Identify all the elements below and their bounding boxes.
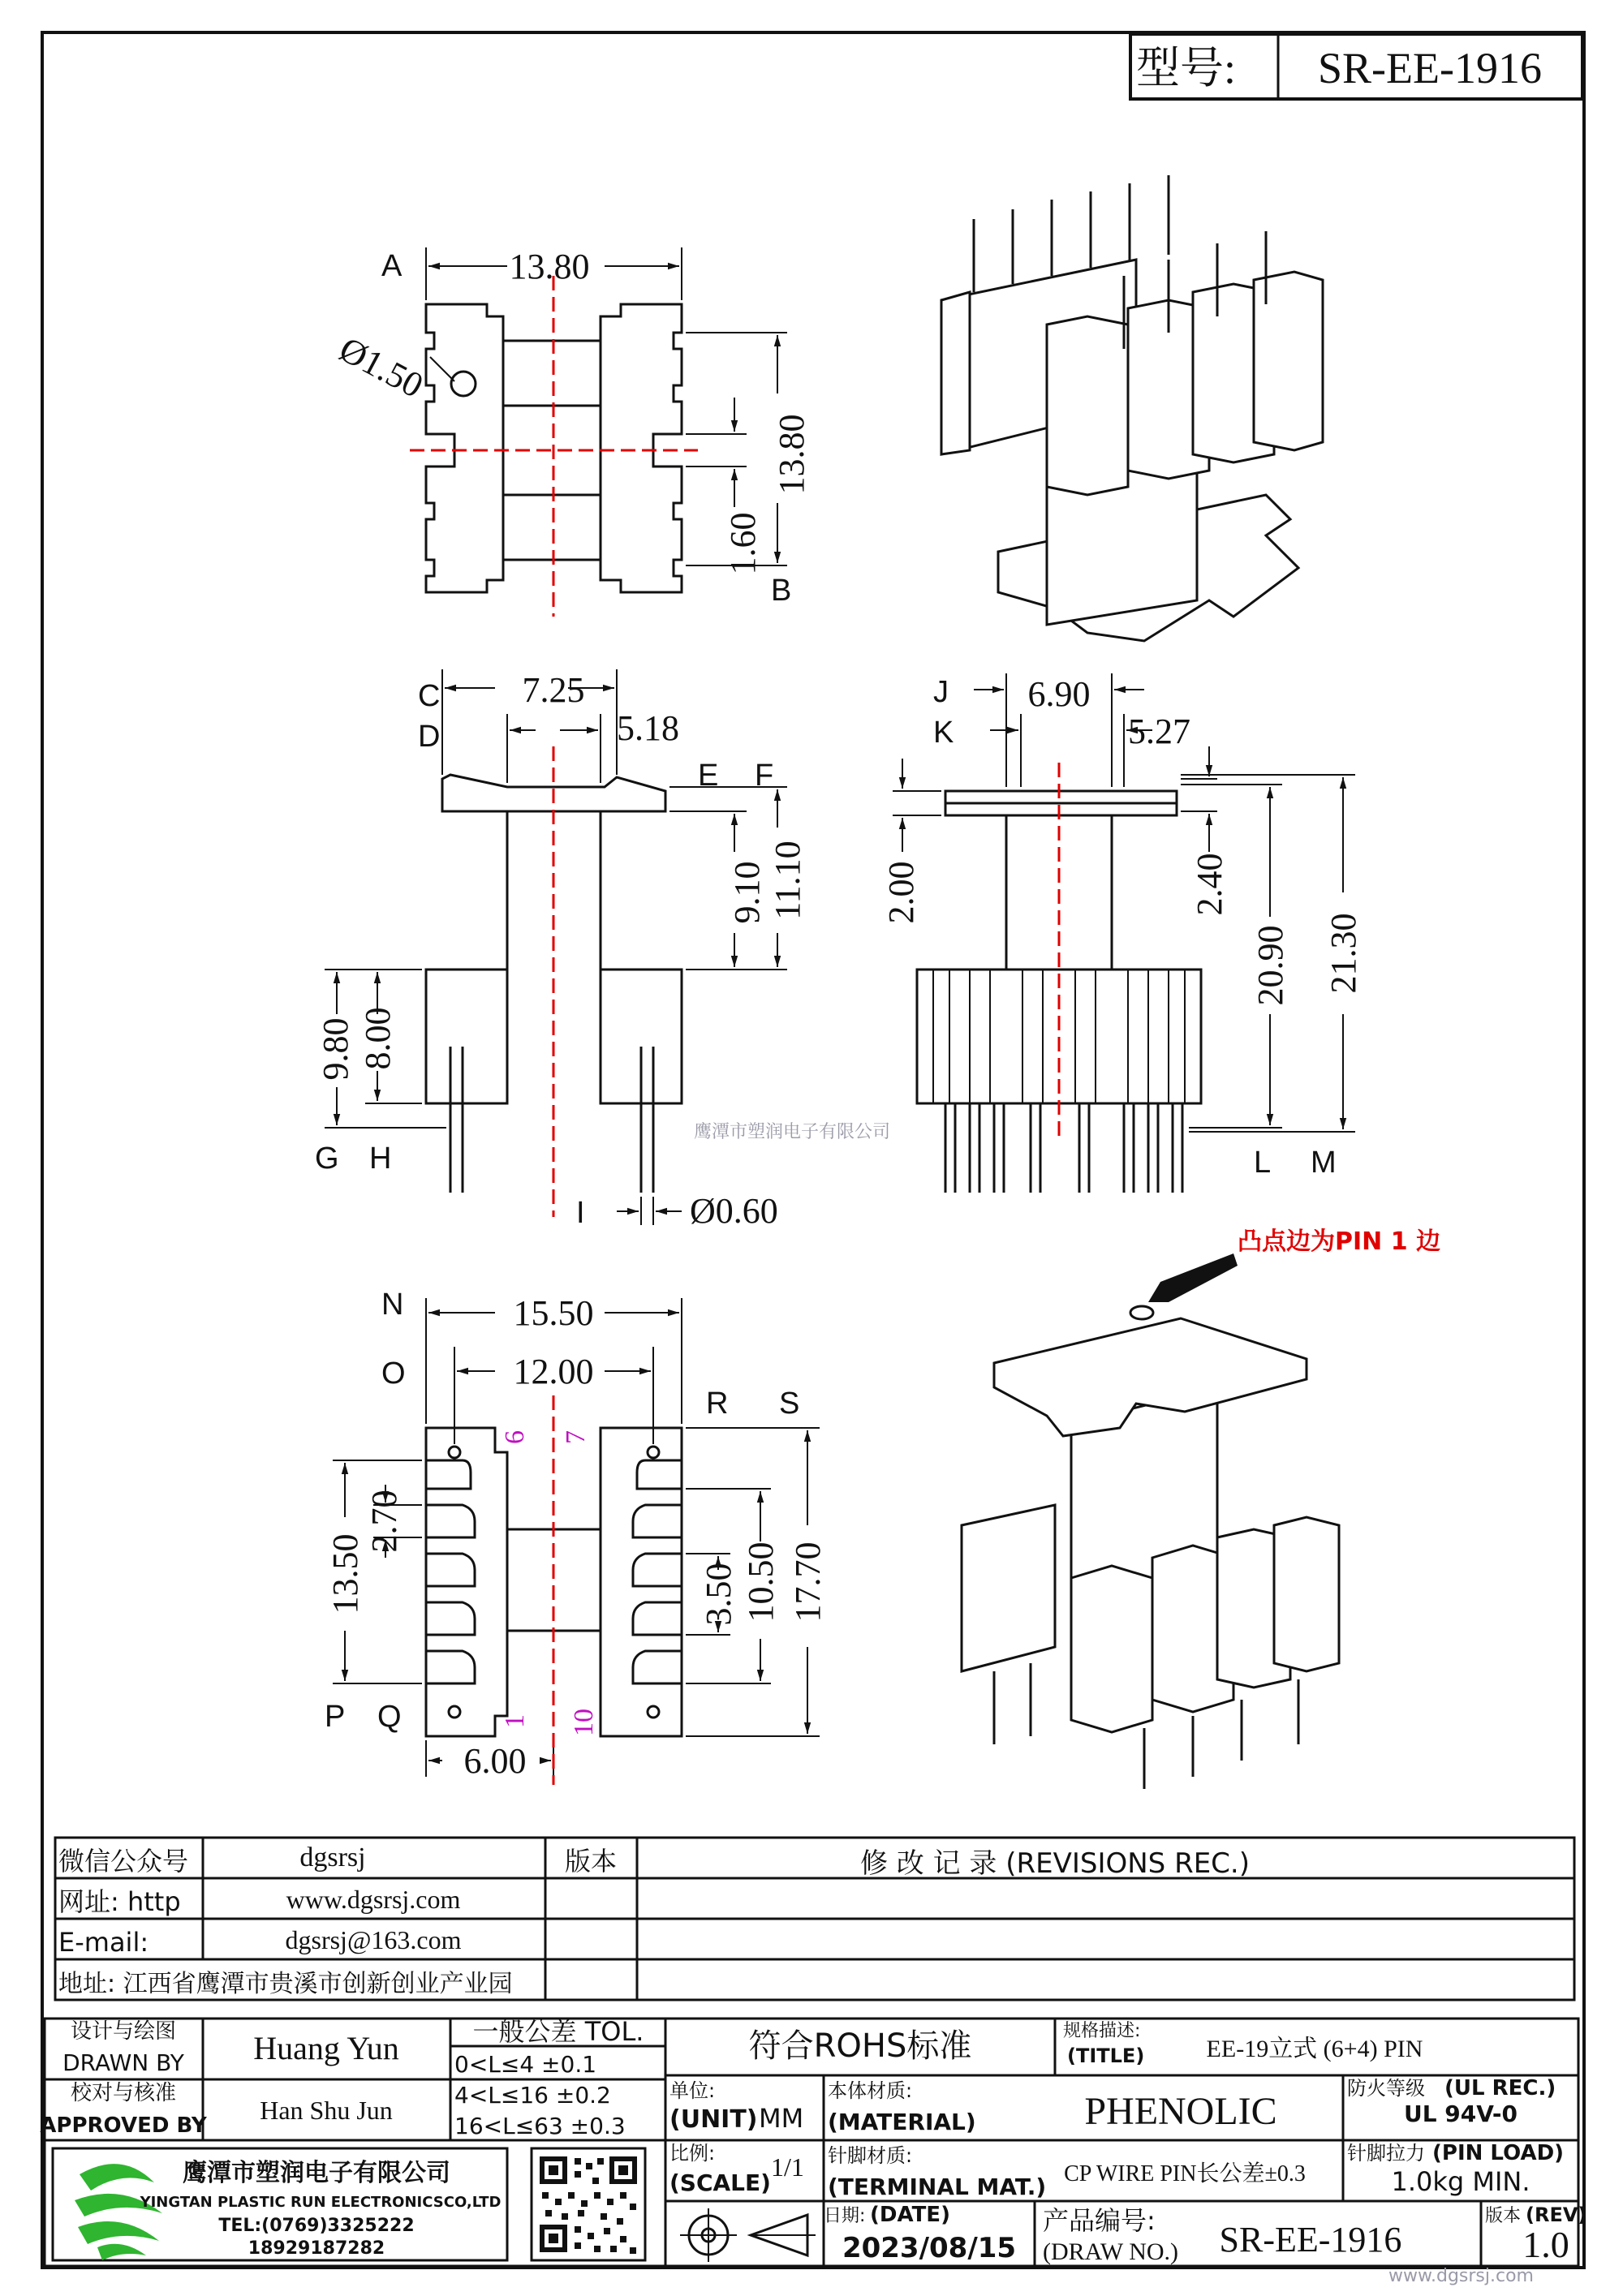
model-header: [1130, 34, 1582, 99]
dim-left-h2: 11.10: [768, 841, 807, 920]
dim-bottom-h1: 13.50: [325, 1533, 365, 1615]
wechat-value: dgsrsj: [299, 1842, 366, 1872]
dim-bottom-w3: 6.00: [463, 1741, 527, 1781]
pin1-note: 凸点边为PIN 1 边: [1238, 1228, 1441, 1256]
flame-value: UL 94V-0: [1403, 2100, 1518, 2127]
approved-name: Han Shu Jun: [260, 2096, 393, 2125]
ref-f: F: [755, 759, 774, 793]
pinload-cn: 针脚拉力: [1347, 2142, 1425, 2165]
material-cn: 本体材质:: [828, 2079, 913, 2102]
ref-g: G: [315, 1142, 339, 1176]
drawno-value: SR-EE-1916: [1219, 2220, 1402, 2259]
dim-bottom-w2: 12.00: [513, 1352, 594, 1391]
dim-left-h1: 9.10: [727, 861, 767, 924]
pinload-value: 1.0kg MIN.: [1391, 2166, 1530, 2197]
dim-bottom-h3: 3.50: [699, 1563, 738, 1626]
drawno-cn: 产品编号:: [1043, 2205, 1156, 2236]
web-label: 网址: http: [58, 1886, 181, 1917]
terminal-value: CP WIRE PIN长公差±0.3: [1064, 2161, 1306, 2186]
pin-number-6: 6: [500, 1430, 530, 1444]
ref-p: P: [325, 1700, 346, 1734]
ref-q: Q: [377, 1700, 402, 1734]
dim-top-width: 13.80: [509, 247, 590, 286]
flame-en: (UL REC.): [1444, 2076, 1556, 2100]
version-label: 版本: [564, 1846, 618, 1877]
dim-right-top-width: 6.90: [1027, 674, 1091, 714]
pin-number-7: 7: [561, 1430, 591, 1444]
tol-title: 一般公差 TOL.: [472, 2016, 644, 2047]
ref-d: D: [418, 720, 441, 754]
rev-en: (REV): [1526, 2204, 1587, 2226]
company-tel: TEL:(0769)3325222: [218, 2216, 415, 2236]
model-label: 型号:: [1136, 44, 1237, 92]
note-arrow: [1148, 1253, 1238, 1302]
qr-code: [540, 2156, 637, 2254]
isometric-view-top: [941, 175, 1323, 641]
dim-hole: Ø1.50: [333, 329, 430, 406]
dim-bottom-h2: 2.70: [364, 1490, 404, 1553]
unit-en: (UNIT): [669, 2105, 758, 2134]
sheet-border: [42, 32, 1587, 2268]
date-value: 2023/08/15: [842, 2232, 1017, 2264]
dim-right-h3: 20.90: [1251, 925, 1290, 1006]
watermark: 鹰潭市塑润电子有限公司: [694, 1122, 891, 1142]
ref-i: I: [576, 1196, 585, 1230]
dim-left-h4: 8.00: [358, 1007, 398, 1070]
ref-o: O: [381, 1357, 406, 1391]
dim-bottom-h4: 10.50: [741, 1541, 781, 1623]
pin-number-1: 1: [500, 1714, 530, 1728]
tol-row-2: 4<L≤16 ±0.2: [454, 2082, 611, 2109]
title-value: EE-19立式 (6+4) PIN: [1206, 2036, 1423, 2062]
ref-n: N: [381, 1288, 404, 1322]
dim-right-inner: 5.27: [1128, 712, 1190, 751]
ref-m: M: [1311, 1146, 1337, 1180]
email-value: dgsrsj@163.com: [285, 1925, 462, 1954]
dim-pitch: 1.60: [723, 512, 763, 575]
dim-pin-diameter: Ø0.60: [690, 1191, 778, 1231]
unit-cn: 单位:: [669, 2079, 716, 2102]
rev-cn: 版本: [1485, 2206, 1522, 2226]
terminal-en: (TERMINAL MAT.): [828, 2173, 1047, 2200]
wechat-label: 微信公众号: [58, 1846, 189, 1877]
company-logo: [75, 2164, 162, 2260]
ref-e: E: [698, 759, 719, 793]
scale-cn: 比例:: [669, 2142, 716, 2165]
date-cn: 日期:: [824, 2206, 866, 2226]
ref-l: L: [1254, 1146, 1272, 1180]
ref-h: H: [369, 1142, 392, 1176]
tol-row-1: 0<L≤4 ±0.1: [454, 2051, 597, 2078]
flame-cn: 防火等级: [1347, 2077, 1425, 2100]
projection-symbol: [680, 2208, 816, 2262]
web-value: www.dgsrsj.com: [286, 1885, 461, 1914]
company-mobile: 18929187282: [248, 2238, 385, 2259]
material-value: PHENOLIC: [1084, 2090, 1277, 2133]
drawn-en: DRAWN BY: [62, 2049, 184, 2076]
rohs-label: 符合ROHS标准: [748, 2027, 972, 2065]
drawn-cn: 设计与绘图: [70, 2019, 177, 2044]
rev-value: 1.0: [1522, 2224, 1569, 2265]
tol-row-3: 16<L≤63 ±0.3: [454, 2113, 626, 2139]
ref-j: J: [933, 675, 949, 709]
dim-bottom-w1: 15.50: [513, 1293, 594, 1333]
drawn-name: Huang Yun: [253, 2030, 399, 2066]
dim-right-h1: 2.00: [881, 861, 921, 924]
date-en: (DATE): [870, 2203, 950, 2227]
dim-left-inner: 5.18: [617, 708, 679, 748]
approved-en: APPROVED BY: [40, 2113, 207, 2138]
terminal-cn: 针脚材质:: [828, 2144, 913, 2167]
ref-r: R: [706, 1387, 729, 1421]
footer-mark: www.dgsrsj.com: [1388, 2266, 1534, 2286]
revisions-title: 修 改 记 录 (REVISIONS REC.): [859, 1847, 1251, 1880]
model-value: SR-EE-1916: [1318, 44, 1542, 92]
ref-c: C: [418, 679, 441, 713]
approved-cn: 校对与核准: [70, 2081, 177, 2105]
material-en: (MATERIAL): [828, 2109, 976, 2135]
company-name-cn: 鹰潭市塑润电子有限公司: [183, 2159, 450, 2187]
scale-value: 1/1: [771, 2152, 804, 2182]
dim-bottom-h5: 17.70: [788, 1541, 828, 1623]
dim-left-h3: 9.80: [316, 1017, 355, 1081]
company-name-en: YINGTAN PLASTIC RUN ELECTRONICSCO,LTD: [140, 2194, 502, 2211]
title-cn: 规格描述:: [1063, 2021, 1141, 2041]
isometric-view-bottom: [962, 1306, 1339, 1789]
address: 地址: 江西省鹰潭市贵溪市创新创业产业园: [58, 1970, 513, 1998]
ref-s: S: [779, 1387, 800, 1421]
dim-right-h2: 2.40: [1190, 853, 1229, 916]
pin-number-10: 10: [569, 1709, 599, 1736]
ref-a: A: [381, 249, 403, 283]
dim-top-height: 13.80: [772, 414, 812, 495]
ref-b: B: [771, 574, 792, 608]
ref-k: K: [933, 716, 954, 750]
title-en: (TITLE): [1067, 2044, 1145, 2067]
unit-value: MM: [759, 2103, 804, 2134]
dim-left-top-width: 7.25: [522, 670, 585, 710]
email-label: E-mail:: [58, 1927, 149, 1958]
dim-right-h4: 21.30: [1324, 913, 1363, 994]
pinload-en: (PIN LOAD): [1432, 2141, 1565, 2165]
scale-en: (SCALE): [669, 2169, 771, 2196]
drawno-en: (DRAW NO.): [1043, 2238, 1179, 2265]
